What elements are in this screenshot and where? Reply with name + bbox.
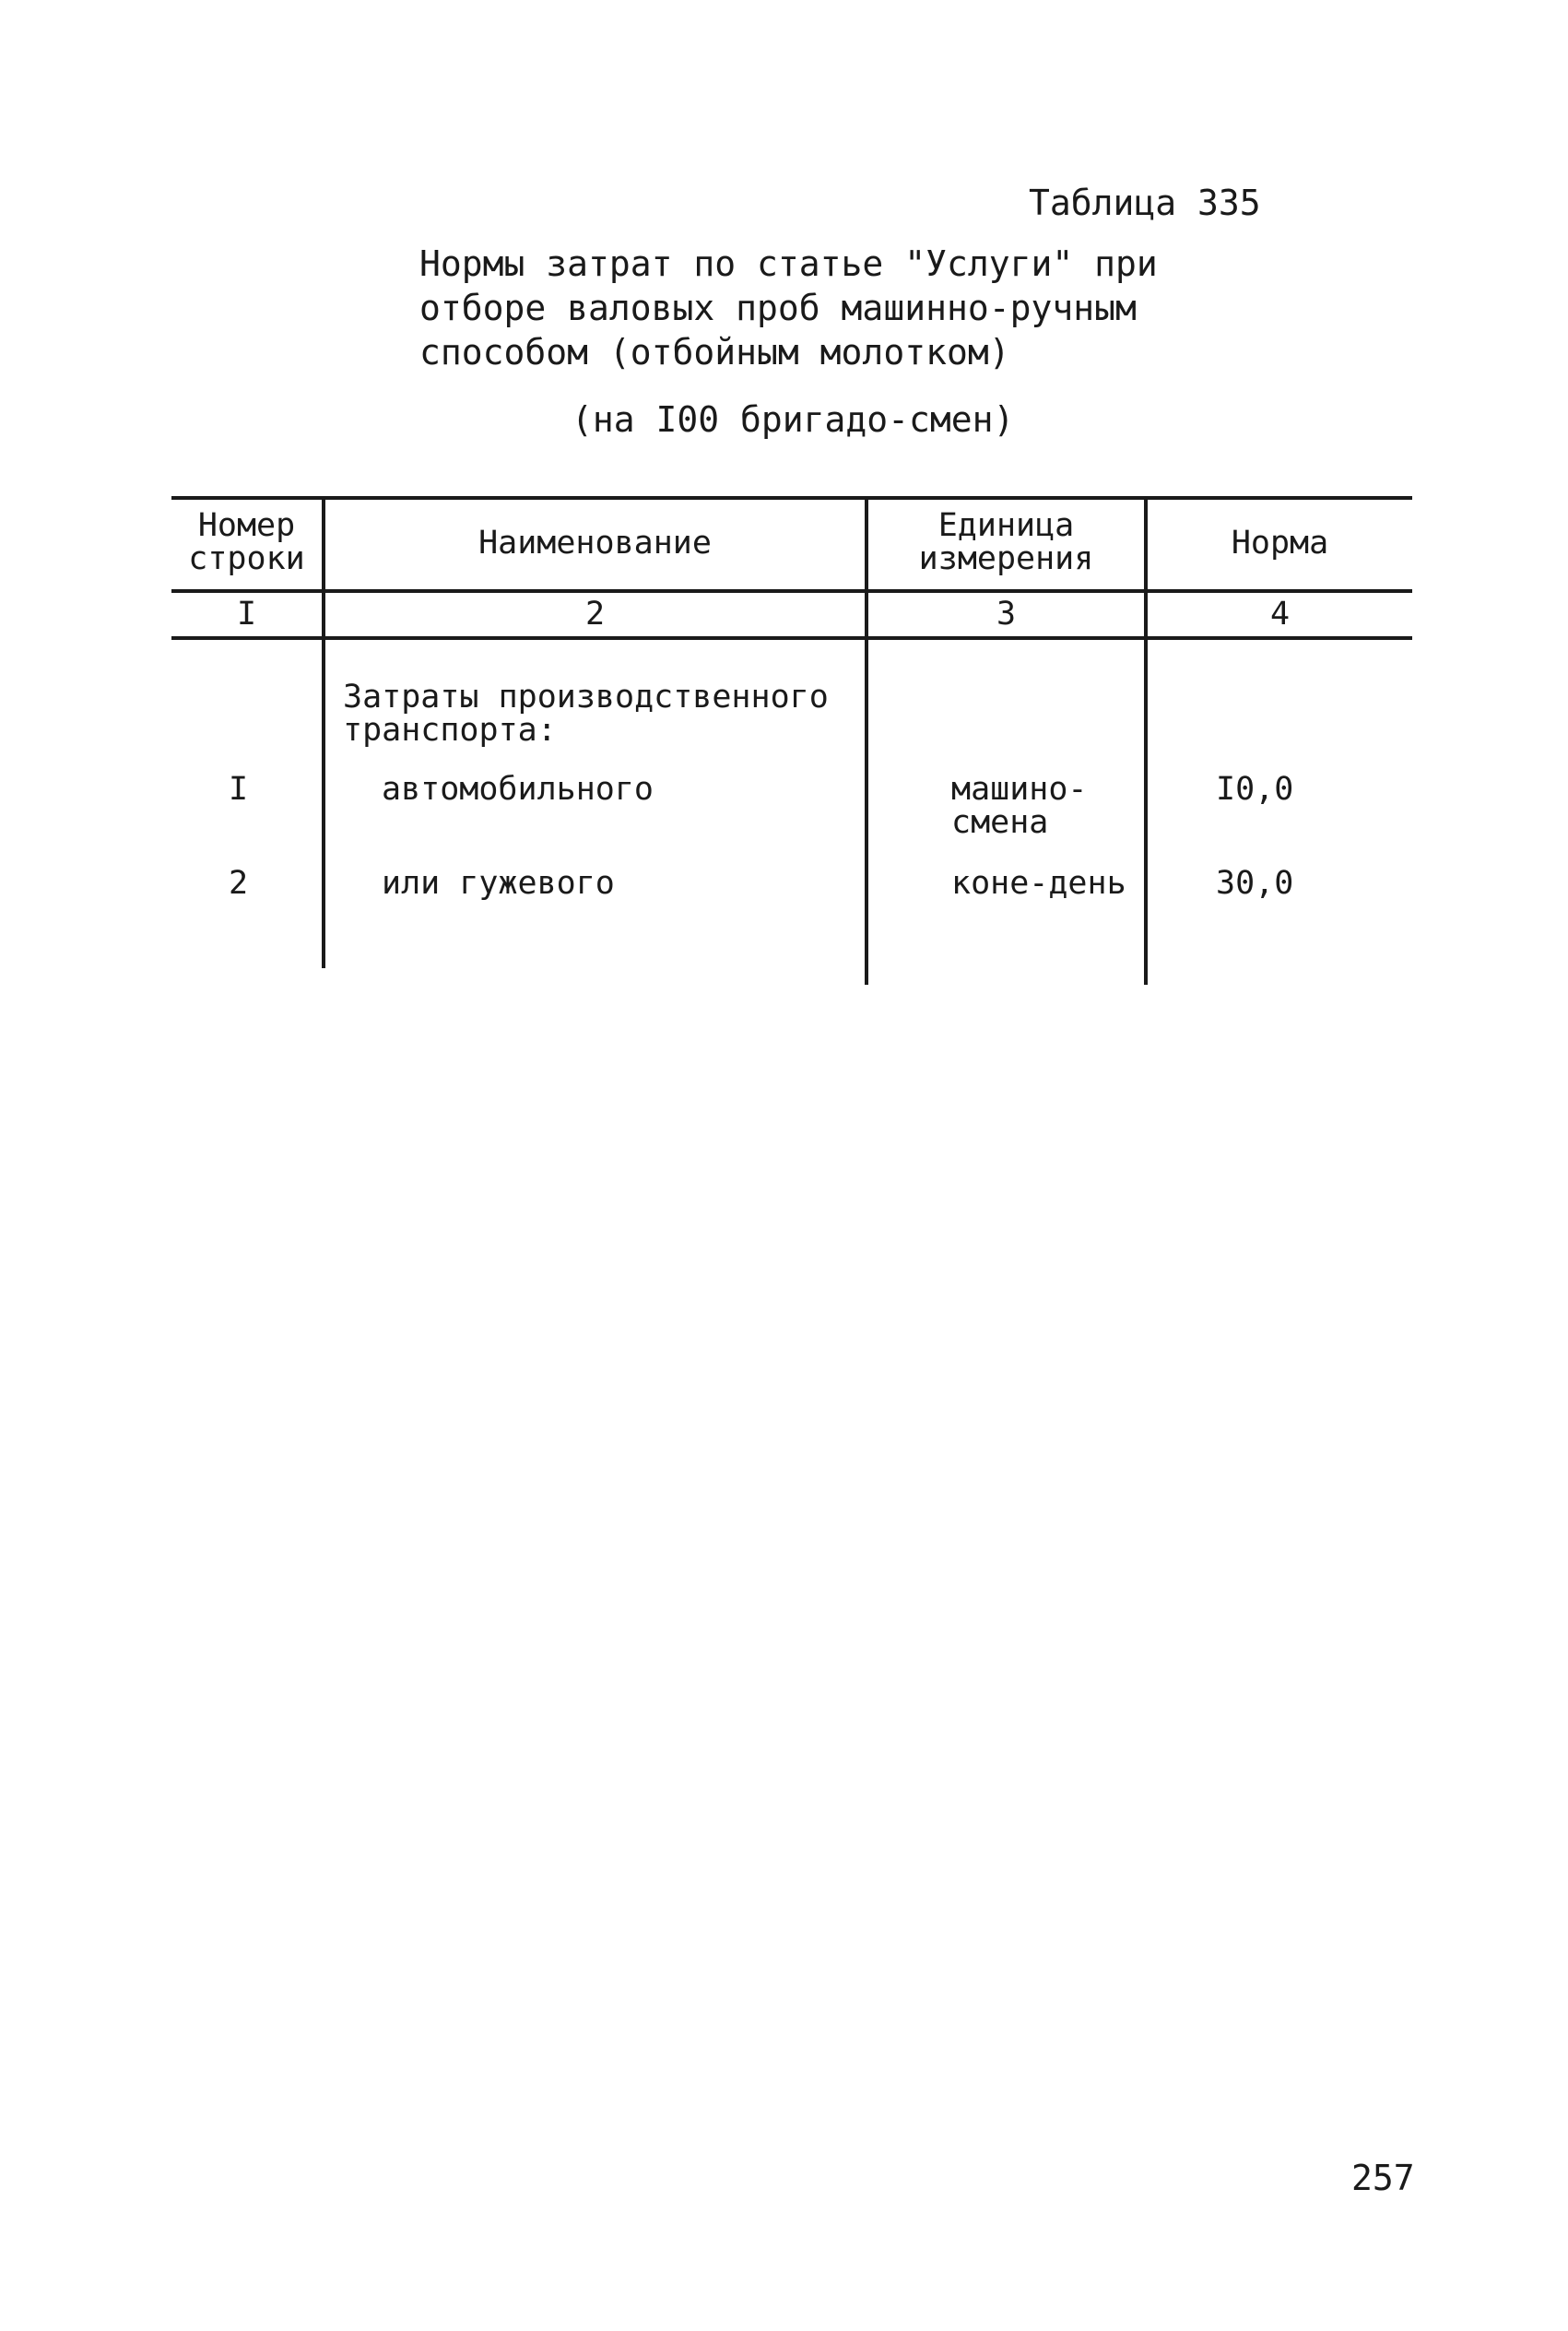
header-unit-line: измерения — [918, 540, 1094, 577]
row-unit — [951, 867, 1126, 900]
table-label: Таблица 335 — [1029, 183, 1261, 223]
group-heading — [343, 680, 829, 747]
column-number: I — [236, 596, 257, 633]
header-unit-line: Единица — [937, 507, 1075, 544]
row-unit-line: коне-день — [951, 865, 1126, 902]
header-row-number-line: Номер — [197, 507, 296, 544]
header-row-number-line: строки — [188, 540, 305, 577]
column-number: 3 — [996, 596, 1017, 633]
header-unit — [868, 509, 1144, 575]
table-top-border — [171, 496, 1412, 500]
row-name: автомобильного — [382, 771, 654, 808]
table-header-divider — [171, 589, 1412, 593]
table-title — [419, 242, 1157, 374]
header-row-number — [171, 509, 322, 575]
page-number: 257 — [1351, 2158, 1415, 2198]
table-subtitle: (на I00 бригадо-смен) — [572, 399, 1015, 440]
row-number: I — [228, 771, 249, 808]
title-line: отборе валовых проб машинно-ручным — [419, 288, 1137, 328]
row-number: 2 — [228, 865, 249, 902]
group-heading-line: транспорта: — [343, 712, 557, 749]
column-number: 4 — [1269, 596, 1291, 633]
title-line: способом (отбойным молотком) — [419, 332, 1010, 373]
header-name: Наименование — [478, 525, 712, 562]
group-heading-line: Затраты производственного — [343, 679, 829, 716]
row-name: или гужевого — [382, 865, 615, 902]
table-numbers-divider — [171, 636, 1412, 640]
column-number: 2 — [584, 596, 606, 633]
row-unit-line: смена — [951, 804, 1049, 841]
table-column-divider — [1144, 496, 1148, 985]
row-unit — [951, 773, 1088, 839]
row-norm: I0,0 — [1216, 771, 1294, 808]
row-norm: 30,0 — [1216, 865, 1294, 902]
row-unit-line: машино- — [951, 771, 1088, 808]
title-line: Нормы затрат по статье "Услуги" при — [419, 243, 1158, 284]
header-norm: Норма — [1231, 525, 1329, 562]
table-column-divider — [322, 496, 325, 968]
